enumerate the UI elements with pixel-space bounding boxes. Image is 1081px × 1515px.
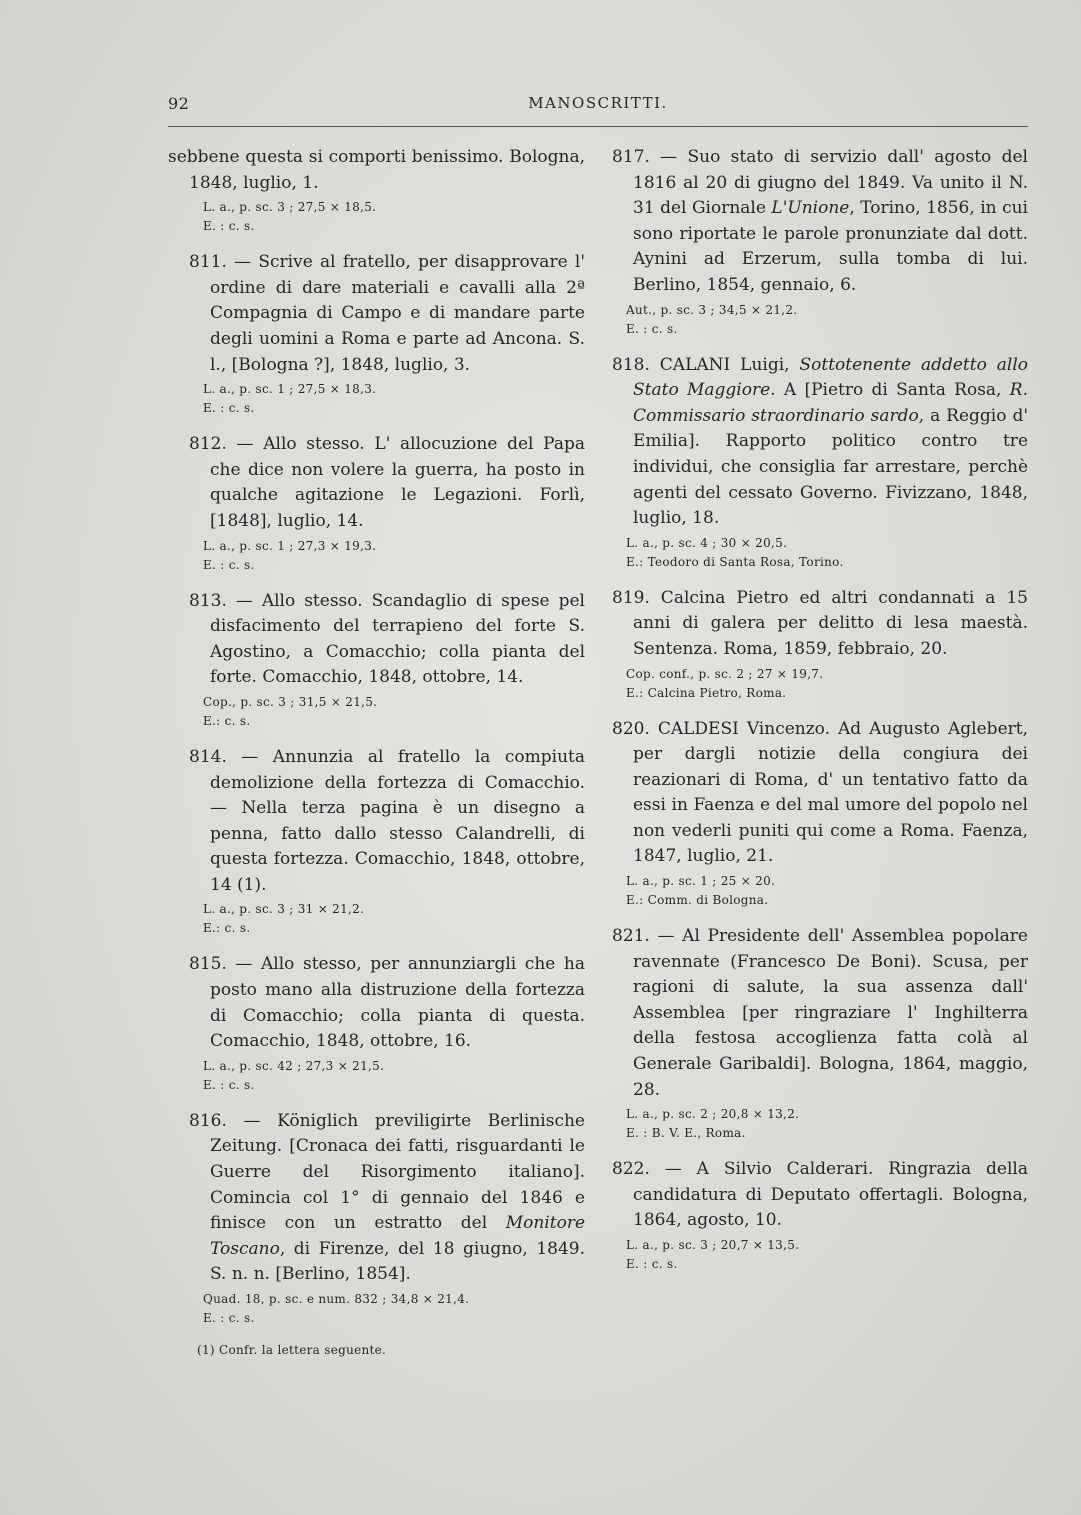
text-run: 819. Calcina Pietro ed altri condannati a 15 anni di galera per delitto di lesa maestà. Sentenza. Roma, 1859, febbraio, 20.	[612, 587, 1028, 659]
catalog-entry-820	[612, 717, 1028, 909]
text-run: 815. — Allo stesso, per annunziargli che ha posto mano alla distruzione della fortezza di Comacchio; colla pianta di questa. Comacchio, 1848, ottobre, 16.	[189, 954, 585, 1052]
physical-description: L. a., p. sc. 2 ; 20,8 × 13,2.	[626, 1107, 800, 1122]
catalog-entry-816	[189, 1109, 585, 1326]
text-run: 816. — Königlich previligirte Berlinische Zeitung. [Cronaca dei fatti, risguardanti le Guerre del Risorgimento italiano]. Comincia col 1° di gennaio del 1846 e finisce con un estratto del	[189, 1110, 585, 1234]
catalog-entry-811	[189, 250, 585, 416]
text-run: 812. — Allo stesso. L' allocuzione del Papa che dice non volere la guerra, ha posto in qualche agitazione le Legazioni. Forlì, [1848], luglio, 14.	[189, 434, 585, 531]
catalog-entry-822	[612, 1157, 1028, 1272]
owner-note: E. : c. s.	[626, 1257, 678, 1271]
catalog-entry-812	[189, 432, 585, 572]
owner-note: E. : c. s.	[203, 557, 255, 572]
text-run: 822. — A Silvio Calderari. Ringrazia della candidatura di Deputato offertagli. Bologna, 1864, agosto, 10.	[612, 1159, 1028, 1231]
entry-text	[612, 717, 1028, 871]
owner-note: E. : B. V. E., Roma.	[626, 1126, 746, 1141]
text-run: sebbene questa si comporti benissimo. Bologna, 1848, luglio, 1.	[168, 147, 585, 193]
italic-title: L'Unione	[771, 198, 850, 219]
header-rule	[168, 126, 1028, 127]
running-title: MANOSCRITTI.	[528, 94, 668, 112]
catalog-entry-817	[612, 145, 1028, 337]
text-run: , a Reggio d' Emilia]. Rapporto politico contro tre individui, che consiglia far arrestare, perchè agenti del cessato Governo. Fivizzano, 1848, luglio, 18.	[633, 405, 1028, 529]
catalog-entry-814	[189, 745, 585, 937]
entry-text	[189, 1109, 585, 1288]
physical-description: Quad. 18, p. sc. e num. 832 ; 34,8 × 21,4.	[203, 1292, 470, 1306]
physical-description: L. a., p. sc. 3 ; 27,5 × 18,5.	[203, 200, 377, 215]
catalog-entry-cont	[168, 145, 585, 234]
owner-note: E. : c. s.	[203, 1077, 255, 1092]
owner-note: E.: Teodoro di Santa Rosa, Torino.	[626, 554, 844, 569]
owner-note: E. : c. s.	[203, 401, 255, 416]
entry-text	[189, 589, 585, 691]
entry-text	[612, 145, 1028, 299]
right-column	[612, 145, 1028, 1288]
owner-note: E.: Calcina Pietro, Roma.	[626, 685, 787, 700]
text-run: 811. — Scrive al fratello, per disapprovare l' ordine di dare materiali e cavalli alla 2ª Compagnia di Campo e di mandare parte degli uomini a Roma e parte ad Ancona. S. l., [Bologna ?], 1848, luglio, 3.	[189, 252, 585, 375]
text-run: 818. CALANI Luigi,	[612, 354, 800, 375]
owner-note: E.: Comm. di Bologna.	[626, 893, 769, 908]
text-run: , Torino, 1856, in cui sono riportate le parole pronunziate dal dott. Aynini ad Erzerum, sulla tomba di lui. Berlino, 1854, gennaio, 6.	[633, 198, 1028, 295]
entry-text	[612, 1157, 1028, 1234]
catalog-entry-813	[189, 589, 585, 729]
entry-text	[612, 353, 1028, 532]
physical-description: L. a., p. sc. 1 ; 27,5 × 18,3.	[203, 382, 377, 397]
physical-description: Cop. conf., p. sc. 2 ; 27 × 19,7.	[626, 666, 824, 681]
catalog-entry-821	[612, 924, 1028, 1141]
entry-text	[612, 586, 1028, 663]
entry-text	[189, 745, 585, 899]
text-run: 817. — Suo stato di servizio dall' agosto del 1816 al 20 di giugno del 1849. Va unito il N. 31 del Giornale	[612, 147, 1028, 219]
catalog-entry-815	[189, 952, 585, 1092]
physical-description: L. a., p. sc. 42 ; 27,3 × 21,5.	[203, 1058, 385, 1073]
owner-note: E.: c. s.	[203, 713, 251, 728]
text-run: , di Firenze, del 18 giugno, 1849. S. n. n. [Berlino, 1854].	[210, 1238, 585, 1285]
page-header	[168, 94, 1028, 118]
text-run: 821. — Al Presidente dell' Assemblea popolare ravennate (Francesco De Boni). Scusa, per ragioni di salute, la sua assenza dall' Assemblea [per ringraziare l' Inghilterra della festosa accoglienza fatta colà al Generale Garibaldi]. Bologna, 1864, maggio, 28.	[612, 926, 1028, 1100]
text-run: 814. — Annunzia al fratello la compiuta demolizione della fortezza di Comacchio. — Nella terza pagina è un disegno a penna, fatto dallo stesso Calandrelli, di questa fortezza. Comacchio, 1848, ottobre, 14 (1).	[189, 746, 585, 895]
italic-title: Monitore Toscano	[210, 1213, 585, 1259]
text-run: 813. — Allo stesso. Scandaglio di spese pel disfacimento del terrapieno del forte S. Agostino, a Comacchio; colla pianta del forte. Comacchio, 1848, ottobre, 14.	[189, 590, 585, 688]
physical-description: L. a., p. sc. 4 ; 30 × 20,5.	[626, 535, 788, 550]
text-run: . A [Pietro di Santa Rosa,	[770, 380, 1010, 401]
physical-description: Aut., p. sc. 3 ; 34,5 × 21,2.	[626, 302, 798, 317]
physical-description: L. a., p. sc. 1 ; 27,3 × 19,3.	[203, 538, 377, 553]
physical-description: L. a., p. sc. 3 ; 31 × 21,2.	[203, 902, 365, 917]
footnote: (1) Confr. la lettera seguente.	[197, 1343, 387, 1357]
entry-text	[189, 432, 585, 534]
owner-note: E. : c. s.	[203, 219, 255, 234]
catalog-entry-819	[612, 586, 1028, 701]
owner-note: E. : c. s.	[626, 321, 678, 336]
entry-text	[189, 250, 585, 378]
owner-note: E. : c. s.	[203, 1311, 255, 1325]
physical-description: Cop., p. sc. 3 ; 31,5 × 21,5.	[203, 694, 378, 709]
owner-note: E.: c. s.	[203, 921, 251, 936]
entry-text	[612, 924, 1028, 1103]
physical-description: L. a., p. sc. 1 ; 25 × 20.	[626, 874, 776, 889]
catalog-entry-818	[612, 353, 1028, 570]
entry-text	[168, 145, 585, 196]
page-number: 92	[168, 94, 190, 113]
italic-title: Sottotenente addetto allo Stato Maggiore	[633, 354, 1028, 401]
italic-title: R. Commissario straordinario sardo	[633, 380, 1028, 426]
left-column	[168, 145, 585, 1358]
entry-text	[189, 952, 585, 1054]
text-run: 820. CALDESI Vincenzo. Ad Augusto Aglebert, per dargli notizie della congiura dei reazionari di Roma, d' un tentativo fatto da essi in Faenza e del mal umore del popolo nel non vederli puniti qui come a Roma. Faenza, 1847, luglio, 21.	[612, 718, 1028, 867]
physical-description: L. a., p. sc. 3 ; 20,7 × 13,5.	[626, 1238, 800, 1252]
